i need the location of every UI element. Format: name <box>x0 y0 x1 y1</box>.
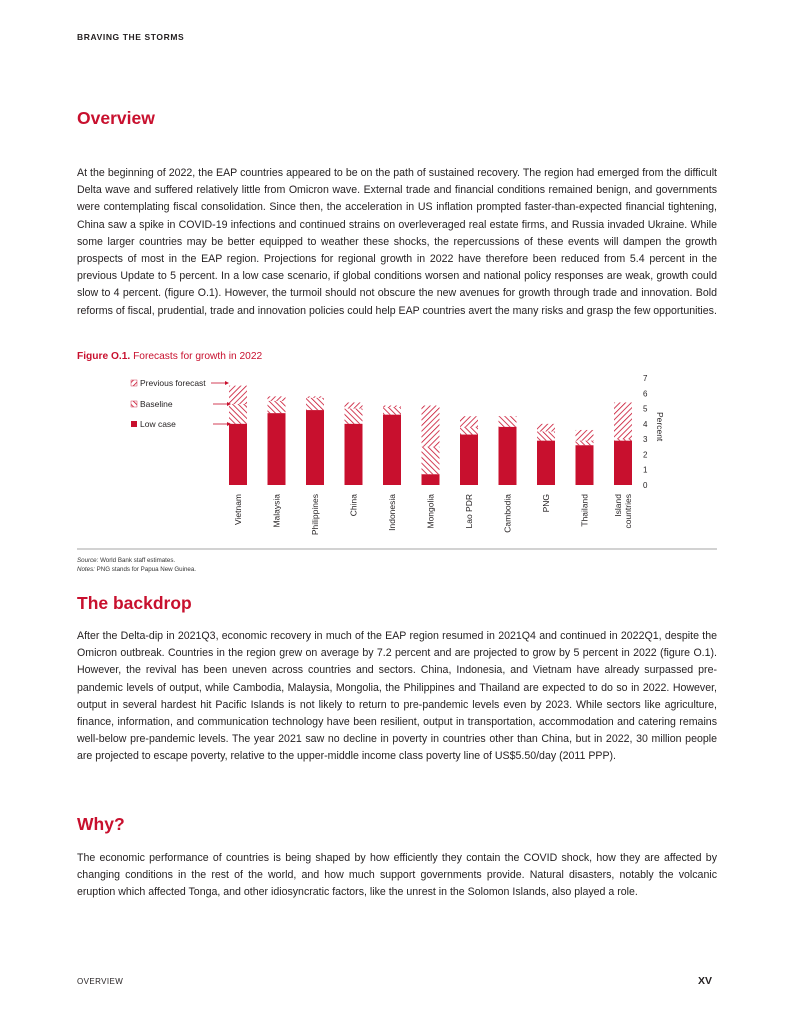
bar-baseline <box>422 447 440 475</box>
bar-low-case <box>460 435 478 485</box>
bar-low-case <box>537 441 555 485</box>
bar-baseline <box>576 441 594 446</box>
x-tick-label: China <box>348 494 359 517</box>
bar-low-case <box>499 427 517 485</box>
bar-low-case <box>345 424 363 485</box>
y-tick-label: 1 <box>643 465 648 475</box>
figure-caption: Forecasts for growth in 2022 <box>133 351 263 362</box>
chart-x-labels <box>233 494 633 535</box>
x-tick-label: Lao PDR <box>464 494 474 529</box>
bar-low-case <box>383 415 401 485</box>
y-tick-label: 5 <box>643 404 648 414</box>
bar-low-case <box>306 410 324 485</box>
figure-source <box>77 557 196 574</box>
x-tick-label: Cambodia <box>502 494 513 533</box>
notes-label: Notes: <box>77 565 95 573</box>
legend-label: Low case <box>140 419 176 429</box>
running-header: BRAVING THE STORMS <box>77 32 185 42</box>
why-paragraph: The economic performance of countries is being shaped by how efficiently they contain the COVID shock, how they are affected by changing conditions in the rest of the world, and how much support governments provide. Natural disasters, notably the volcanic eruption which affected Tonga, and other idiosyncratic factors, like the unrest in the Solomon Islands, also played a role. <box>77 852 717 899</box>
x-tick-label: Vietnam <box>233 494 243 526</box>
bar-low-case <box>614 441 632 485</box>
backdrop-heading: The backdrop <box>77 593 192 613</box>
bar-baseline <box>268 401 286 413</box>
overview-heading: Overview <box>77 108 155 128</box>
y-tick-label: 2 <box>643 450 648 460</box>
y-tick-label: 6 <box>643 389 648 399</box>
bar-baseline <box>383 407 401 415</box>
legend-swatch <box>131 380 137 386</box>
y-tick-label: 4 <box>643 419 648 429</box>
bar-baseline <box>460 427 478 435</box>
bar-low-case <box>268 413 286 485</box>
bar-previous-forecast <box>614 402 632 440</box>
legend-label: Previous forecast <box>140 378 206 388</box>
bar-low-case <box>576 445 594 485</box>
legend-swatch <box>131 421 137 427</box>
source-text: World Bank staff estimates. <box>100 557 176 564</box>
x-tick-label: PNG <box>541 494 551 513</box>
backdrop-paragraph: After the Delta-dip in 2021Q3, economic recovery in much of the EAP region resumed in 2021Q4 and continued in 2022Q1, despite the Omicron outbreak. Countries in the region grew on average by 7.2 percent and are projected to grow by 5 percent in 2022 (figure O.1). However, the revival has been uneven across countries and sectors. China, Indonesia, and Vietnam have already surpassed pre-pandemic levels of output, while Cambodia, Malaysia, Mongolia, the Philippines and Thailand are expected to do so in 2022. However, output in several hardest hit Pacific Islands is not likely to return to pre-pandemic levels even by 2023. While sectors like agriculture, finance, information, and communication technology have been resilient, output in transportation, accommodation and catering remains well-below pre-pandemic levels. The year 2021 saw no decline in poverty in countries other than China, but in 2022, 30 million people are projected to escape poverty, relative to the upper-middle income class poverty line of US$5.50/day (2011 PPP). <box>77 630 717 763</box>
legend-swatch <box>131 401 137 407</box>
notes-text: PNG stands for Papua New Guinea. <box>96 565 197 573</box>
bar-low-case <box>229 424 247 485</box>
figure-label: Figure O.1. <box>77 351 131 362</box>
chart-legend <box>131 378 231 429</box>
chart-bars <box>229 386 632 485</box>
growth-forecast-chart <box>77 368 717 552</box>
figure-title <box>77 351 262 362</box>
x-tick-label: Philippines <box>310 494 320 536</box>
x-tick-label: Indonesia <box>387 494 397 531</box>
bar-low-case <box>422 474 440 485</box>
x-tick-label: Mongolia <box>425 494 436 529</box>
bar-baseline <box>306 398 324 410</box>
bar-baseline <box>537 432 555 441</box>
bar-baseline <box>499 416 517 427</box>
x-tick-label: Islandcountries <box>613 494 633 529</box>
y-tick-label: 0 <box>643 481 648 490</box>
overview-paragraph: At the beginning of 2022, the EAP countries appeared to be on the path of sustained recovery. The region had emerged from the difficult Delta wave and suffered relatively little from Omicron wave. External trade and financial conditions remained benign, and governments were contemplating fiscal consolidation. Since then, the acceleration in US inflation prompted faster-than-expected financial tightening, China saw a spike in COVID-19 infections and continued strains on overleveraged real estate firms, and Russia invaded Ukraine. While some larger countries may be better equipped to weather these shocks, the repercussions of these events will dampen the growth prospects of most in the EAP region. Projections for regional growth in 2022 have therefore been reduced from 5.4 percent in the previous Update to 5 percent. In a low case scenario, if global conditions worsen and national policy responses are weak, growth could slow to 4 percent. (figure O.1). However, the turmoil should not obscure the new avenues for growth through trade and innovation. Bold reforms of fiscal, prudential, trade and innovation policies could help EAP countries avert the many risks and grasp the few opportunities. <box>77 167 717 317</box>
page-number: XV <box>698 975 713 987</box>
y-tick-label: 7 <box>643 374 648 383</box>
source-label: Source: <box>77 557 99 564</box>
bar-baseline <box>345 409 363 424</box>
y-axis-title: Percent <box>655 412 665 442</box>
bar-baseline <box>614 439 632 441</box>
legend-arrowhead <box>225 381 229 385</box>
bar-baseline <box>229 404 247 424</box>
legend-label: Baseline <box>140 399 173 409</box>
x-tick-label: Thailand <box>579 494 590 527</box>
y-tick-label: 3 <box>643 435 648 445</box>
why-heading: Why? <box>77 814 125 834</box>
x-tick-label: Malaysia <box>271 494 282 528</box>
chart-y-axis <box>643 374 665 490</box>
footer-section: OVERVIEW <box>77 977 124 986</box>
